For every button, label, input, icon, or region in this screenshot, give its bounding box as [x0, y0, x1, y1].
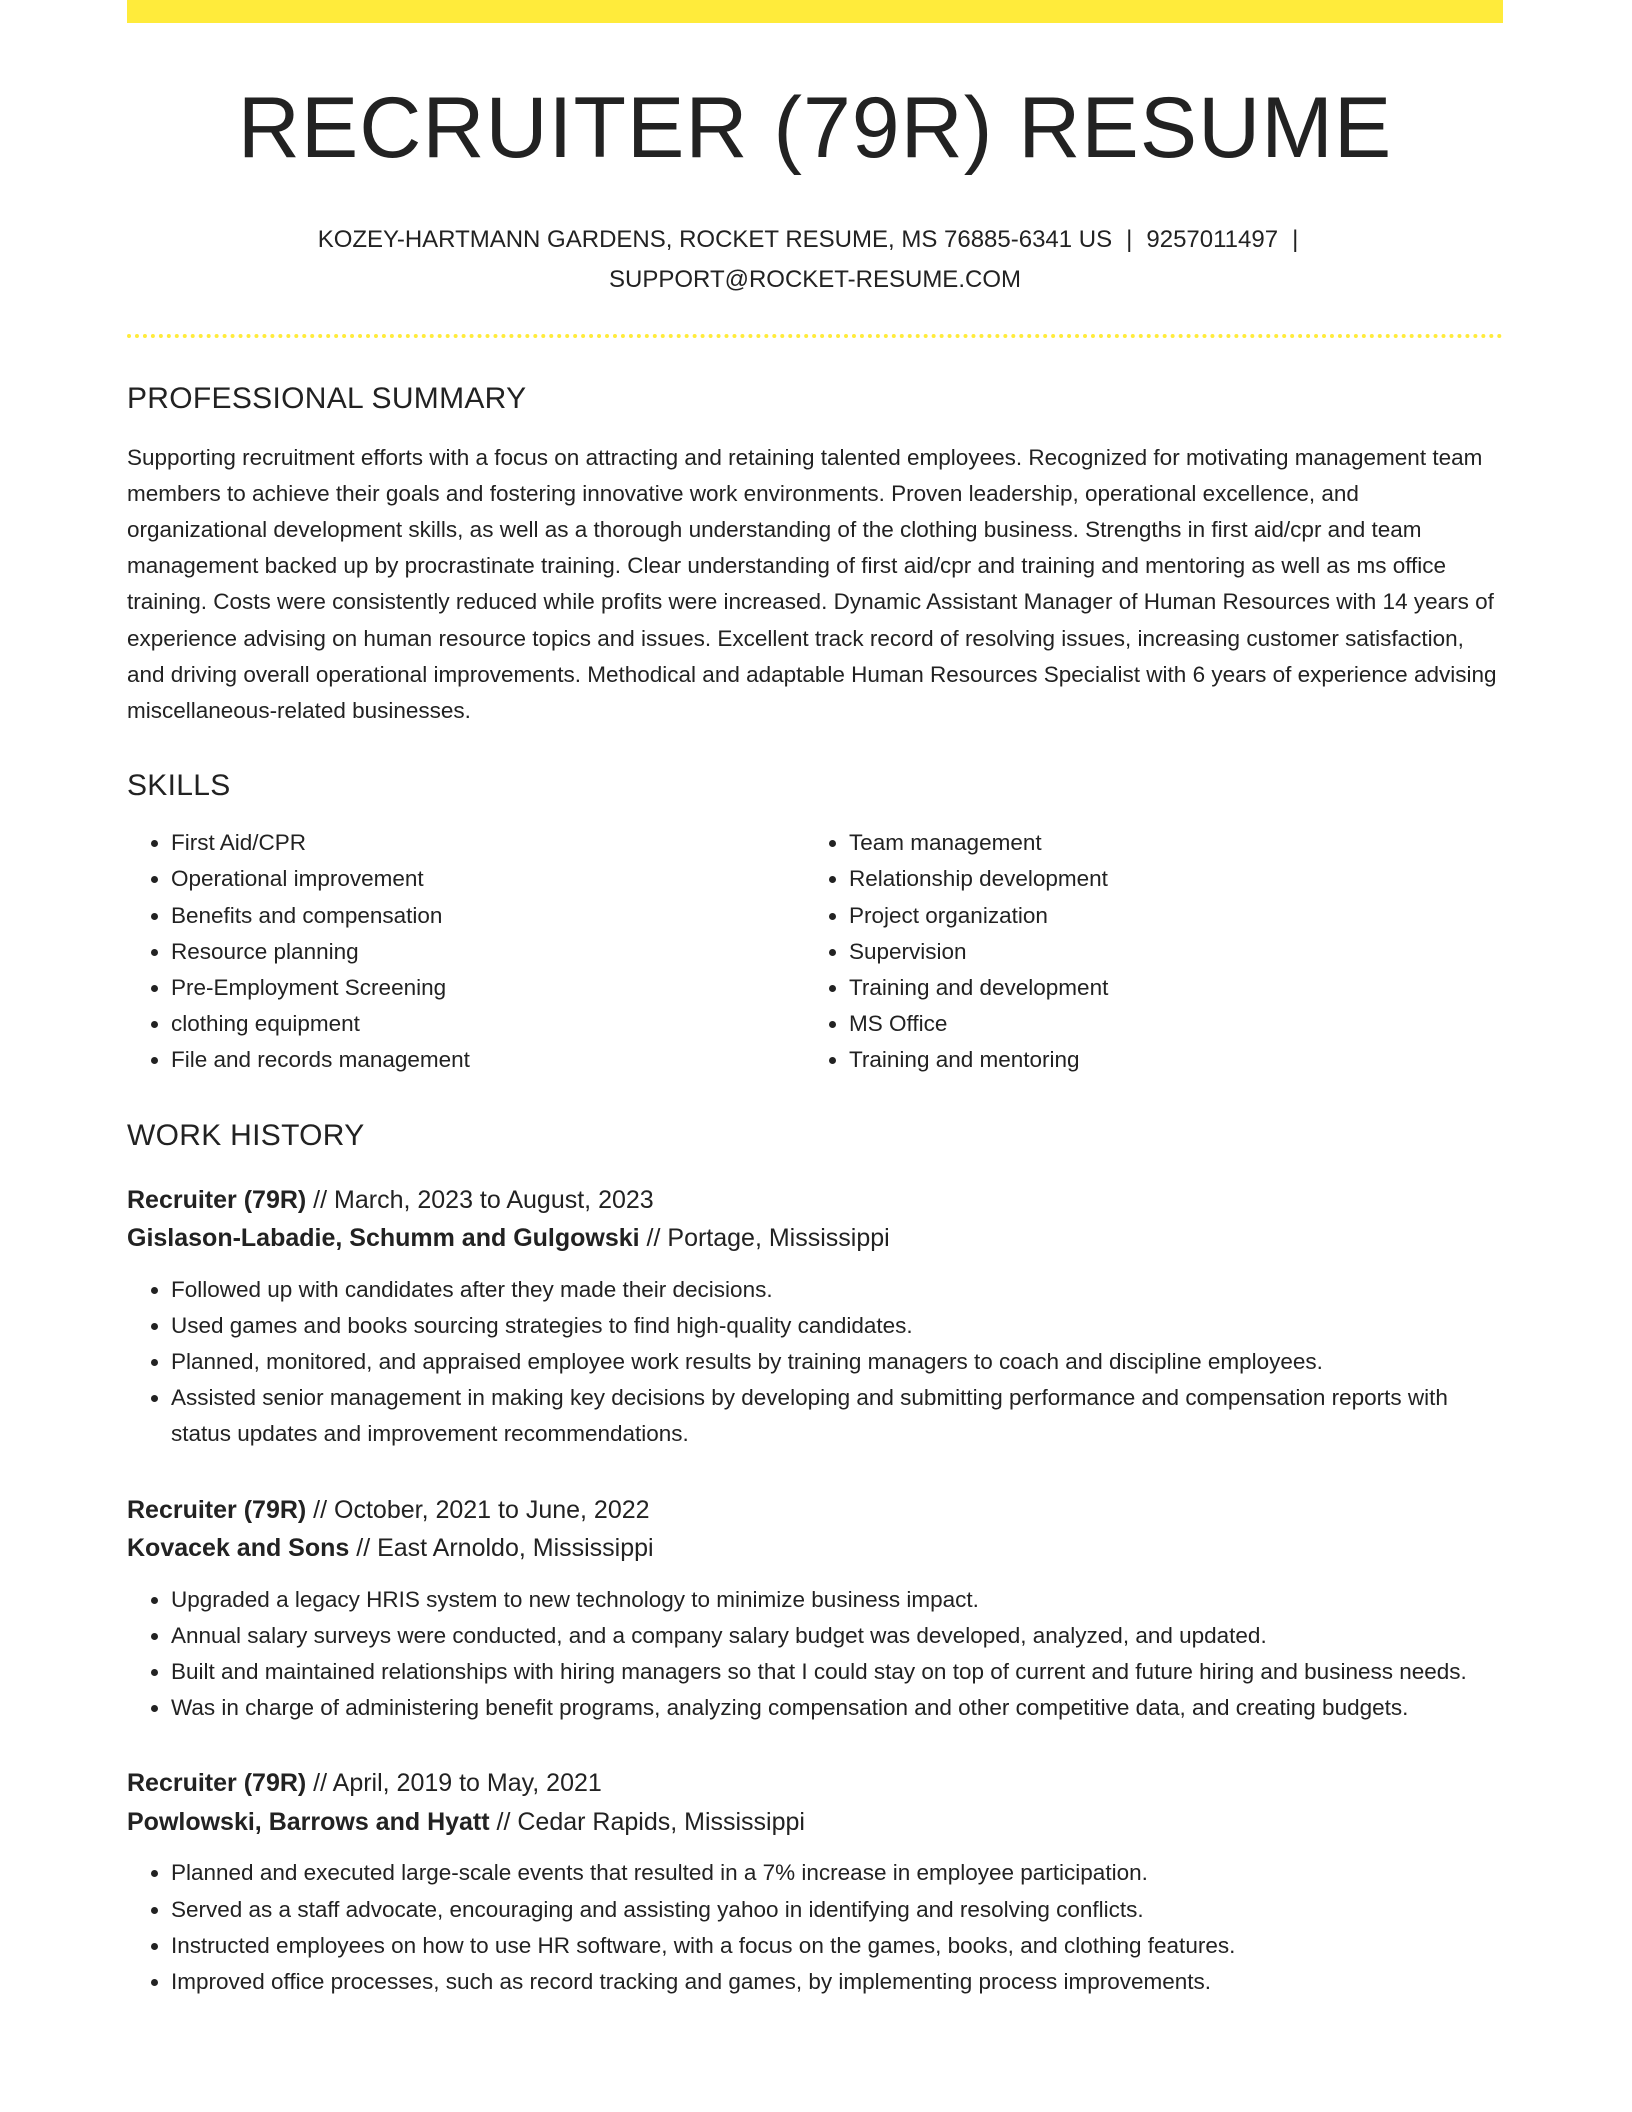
job-bullet: • Upgraded a legacy HRIS system to new technology to minimize business impact.	[171, 1582, 1503, 1618]
skills-column-left	[127, 825, 805, 1078]
job-bullet: • Assisted senior management in making key decisions by developing and submitting performance and compensation reports with status updates and improvement recommendations.	[171, 1380, 1503, 1452]
skill-item: • Project organization	[849, 898, 1483, 934]
skills-column-right	[805, 825, 1483, 1078]
job-dates: // March, 2023 to August, 2023	[306, 1185, 654, 1214]
job-bullet: • Improved office processes, such as record tracking and games, by implementing process improvements.	[171, 1964, 1503, 2000]
job-location: // East Arnoldo, Mississippi	[349, 1534, 654, 1563]
job-role: Recruiter (79R)	[127, 1495, 307, 1524]
skill-item: • Resource planning	[171, 934, 805, 970]
skill-item: • File and records management	[171, 1042, 805, 1078]
summary-heading: PROFESSIONAL SUMMARY	[127, 381, 527, 415]
skills-list	[127, 825, 1503, 1078]
job-bullet: • Instructed employees on how to use HR software, with a focus on the games, books, and clothing features.	[171, 1928, 1503, 1964]
job-role-line	[127, 1764, 1503, 1803]
job-location: // Portage, Mississippi	[639, 1224, 890, 1253]
job-dates: // April, 2019 to May, 2021	[306, 1769, 602, 1798]
job-bullets	[127, 1855, 1503, 2000]
accent-top-bar	[127, 0, 1503, 23]
job-company-line	[127, 1803, 1503, 1842]
job-company: Kovacek and Sons	[127, 1534, 350, 1563]
skill-item: • MS Office	[849, 1006, 1483, 1042]
skill-item: • Benefits and compensation	[171, 898, 805, 934]
job-bullet: • Annual salary surveys were conducted, and a company salary budget was developed, analyzed, and updated.	[171, 1618, 1503, 1654]
resume-title: RECRUITER (79R) RESUME	[237, 80, 1393, 176]
resume-page	[127, 0, 1503, 2000]
job-bullet: • Was in charge of administering benefit programs, analyzing compensation and other competitive data, and creating budgets.	[171, 1690, 1503, 1726]
skill-item: • clothing equipment	[171, 1006, 805, 1042]
contact-email[interactable]: SUPPORT@ROCKET-RESUME.COM	[609, 265, 1021, 293]
job-bullet: • Planned, monitored, and appraised employee work results by training managers to coach and discipline employees.	[171, 1344, 1503, 1380]
contact-info	[127, 220, 1503, 300]
job-bullet: • Built and maintained relationships with hiring managers so that I could stay on top of current and future hiring and business needs.	[171, 1654, 1503, 1690]
job-entry	[127, 1764, 1503, 2000]
job-bullet: • Served as a staff advocate, encouraging and assisting yahoo in identifying and resolving conflicts.	[171, 1892, 1503, 1928]
contact-separator: |	[1126, 225, 1133, 253]
job-bullet: • Followed up with candidates after they made their decisions.	[171, 1272, 1503, 1308]
job-entry	[127, 1491, 1503, 1727]
job-dates: // October, 2021 to June, 2022	[306, 1495, 650, 1524]
contact-address: KOZEY-HARTMANN GARDENS, ROCKET RESUME, MS 76885-6341 US	[317, 225, 1113, 253]
skill-item: • Supervision	[849, 934, 1483, 970]
contact-separator: |	[1292, 225, 1299, 253]
job-role-line	[127, 1181, 1503, 1220]
job-company-line	[127, 1529, 1503, 1568]
skill-item: • Pre-Employment Screening	[171, 970, 805, 1006]
skill-item: • Training and development	[849, 970, 1483, 1006]
summary-text: Supporting recruitment efforts with a focus on attracting and retaining talented employees. Recognized for motivating management team members to achieve their goals and fostering innovative work environments. Proven leadership, operational excellence, and organizational development skills, as well as a thorough understanding of the clothing business. Strengths in first aid/cpr and team management backed up by procrastinate training. Clear understanding of first aid/cpr and training and mentoring as well as ms office training. Costs were consistently reduced while profits were increased. Dynamic Assistant Manager of Human Resources with 14 years of experience advising on human resource topics and issues. Excellent track record of resolving issues, increasing customer satisfaction, and driving overall operational improvements. Methodical and adaptable Human Resources Specialist with 6 years of experience advising miscellaneous-related businesses.	[127, 444, 1497, 724]
skills-heading: SKILLS	[127, 769, 231, 803]
skill-item: • Training and mentoring	[849, 1042, 1483, 1078]
job-company-line	[127, 1219, 1503, 1258]
dotted-divider	[127, 334, 1503, 338]
skill-item: • First Aid/CPR	[171, 825, 805, 861]
job-company: Gislason-Labadie, Schumm and Gulgowski	[127, 1224, 640, 1253]
job-role-line	[127, 1491, 1503, 1530]
job-company: Powlowski, Barrows and Hyatt	[127, 1807, 490, 1836]
job-bullet: • Used games and books sourcing strategies to find high-quality candidates.	[171, 1308, 1503, 1344]
skill-item: • Relationship development	[849, 861, 1483, 897]
job-location: // Cedar Rapids, Mississippi	[489, 1807, 805, 1836]
job-role: Recruiter (79R)	[127, 1185, 307, 1214]
job-entry	[127, 1181, 1503, 1453]
job-bullet: • Planned and executed large-scale events that resulted in a 7% increase in employee participation.	[171, 1855, 1503, 1891]
skill-item: • Team management	[849, 825, 1483, 861]
job-bullets	[127, 1272, 1503, 1453]
job-role: Recruiter (79R)	[127, 1769, 307, 1798]
contact-phone: 9257011497	[1146, 225, 1279, 253]
job-bullets	[127, 1582, 1503, 1727]
work-history-heading: WORK HISTORY	[127, 1118, 365, 1152]
skill-item: • Operational improvement	[171, 861, 805, 897]
